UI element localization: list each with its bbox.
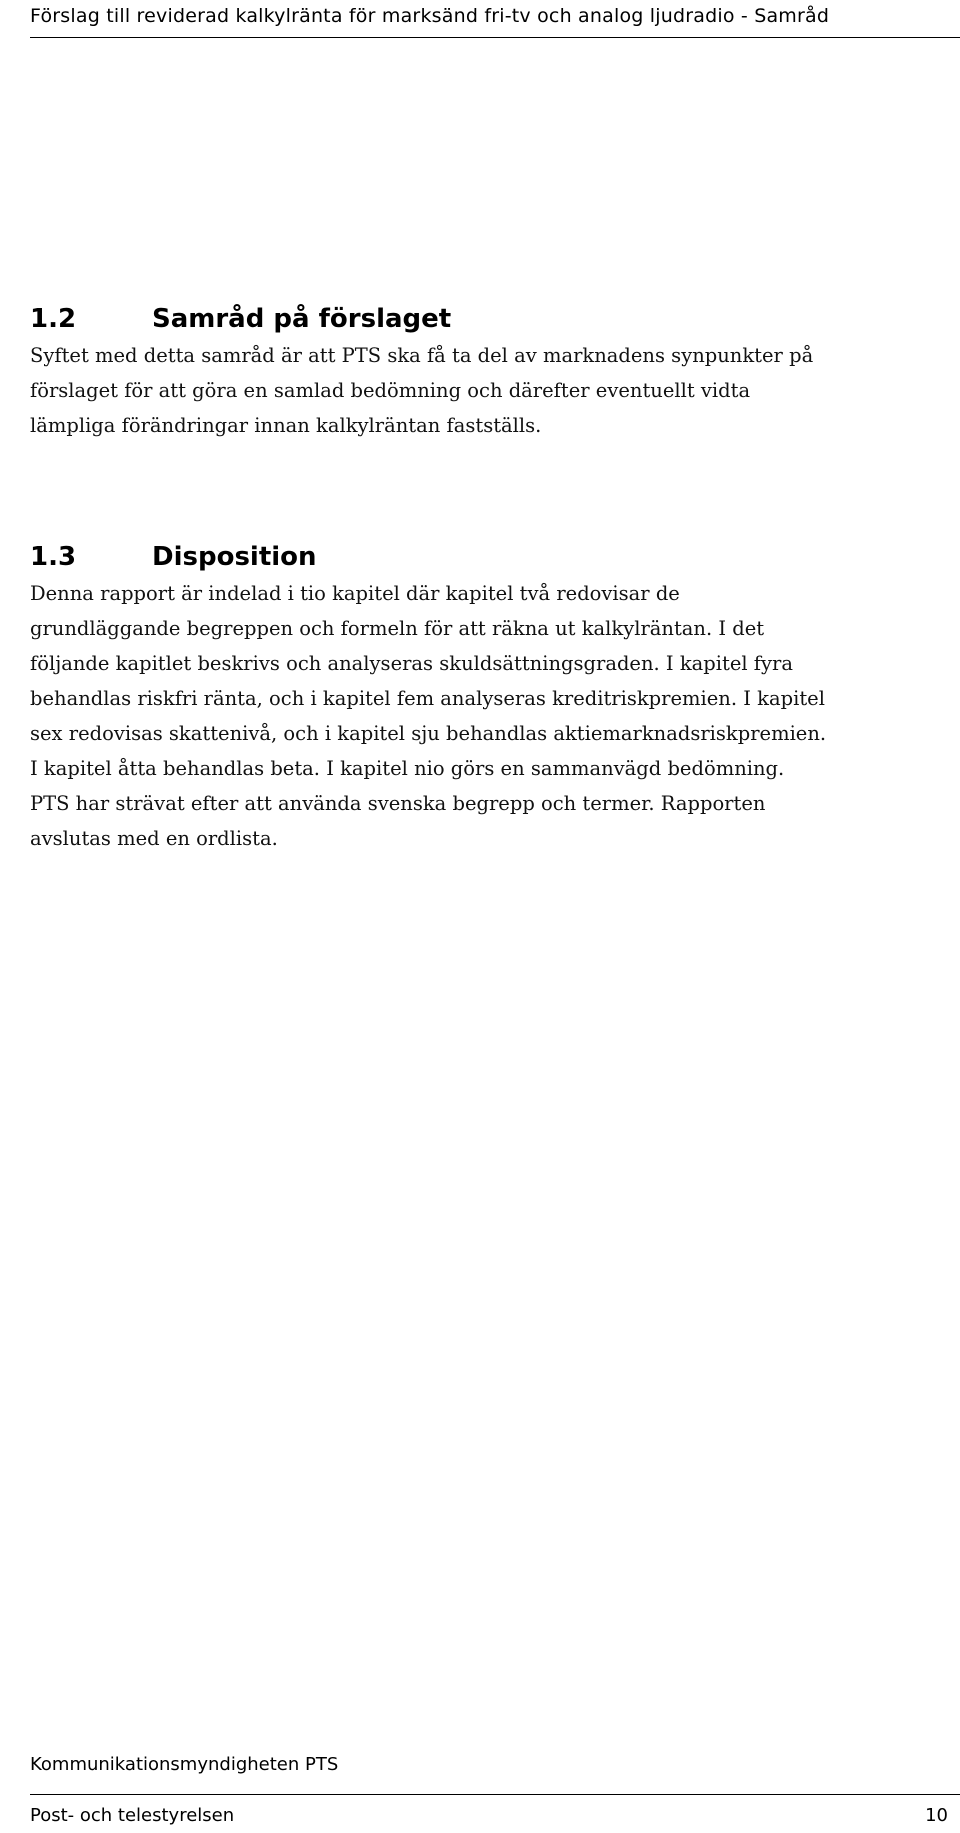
section-samrad [30,302,950,443]
footer-organization-alt: Post- och telestyrelsen [30,1805,235,1826]
section-heading [30,302,950,336]
section-title: Samråd på förslaget [152,304,452,334]
page-header-title: Förslag till reviderad kalkylränta för marksänd fri-tv och analog ljudradio - Samråd [30,5,830,27]
footer-divider [30,1794,960,1795]
section-title: Disposition [152,542,317,572]
section-heading [30,540,950,574]
section-disposition [30,540,950,856]
section-number: 1.3 [30,542,77,572]
section-number: 1.2 [30,304,77,334]
section-body: Denna rapport är indelad i tio kapitel där kapitel två redovisar de grundläggande begreppen och formeln för att räkna ut kalkylräntan. I det följande kapitlet beskrivs och analyseras skuldsättningsgraden. I kapitel fyra behandlas riskfri ränta, och i kapitel fem analyseras kreditriskpremien. I kapitel sex redovisas skattenivå, och i kapitel sju behandlas aktiemarknadsriskpremien. I kapitel åtta behandlas beta. I kapitel nio görs en sammanvägd bedömning. PTS har strävat efter att använda svenska begrepp och termer. Rapporten avslutas med en ordlista. [30,582,827,850]
footer-organization: Kommunikationsmyndigheten PTS [30,1754,339,1775]
section-body: Syftet med detta samråd är att PTS ska få ta del av marknadens synpunkter på förslaget för att göra en samlad bedömning och därefter eventuellt vidta lämpliga förändringar innan kalkylräntan fastställs. [30,344,814,437]
page-number: 10 [925,1805,948,1826]
header-divider [30,37,960,38]
